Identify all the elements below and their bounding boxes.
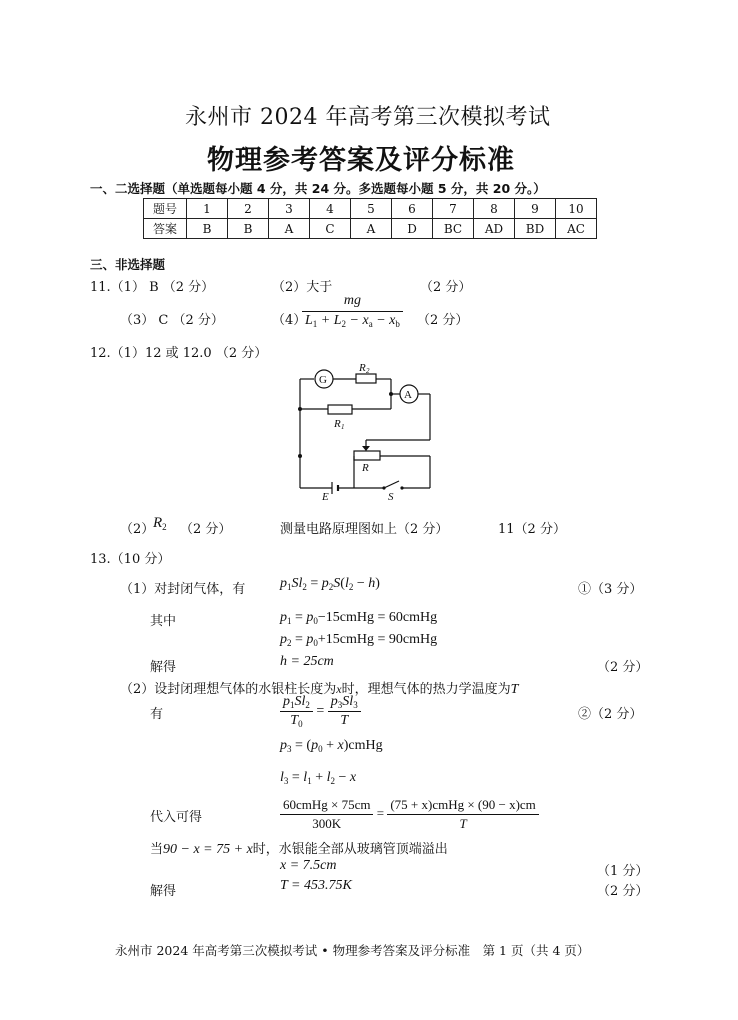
q13-eq-p1-rest: −15cmHg = 60cmHg <box>317 610 438 625</box>
answer-table <box>143 198 597 239</box>
table-cell: B <box>187 219 228 239</box>
table-cell: 10 <box>556 199 597 219</box>
q13-dai: 代入可得 <box>150 810 203 825</box>
circuit-label-r2-sub: 2 <box>366 367 370 375</box>
circuit-label-s: S <box>388 491 394 503</box>
circuit-label-rheostat: R <box>362 462 369 474</box>
q12-part2-label: （2） <box>120 522 155 537</box>
q13-dang-post: 时，水银能全部从玻璃管顶端溢出 <box>252 842 448 857</box>
q12-part2-score: （2 分） <box>180 522 232 537</box>
page-title: 永州市 2024 年高考第三次模拟考试 <box>185 105 551 130</box>
table-row <box>144 219 597 239</box>
circuit-label-r2: R <box>359 362 366 374</box>
table-cell: D <box>392 219 433 239</box>
q12-part3: 11（2 分） <box>498 522 566 537</box>
section3-heading: 三、非选择题 <box>90 257 166 272</box>
circuit-label-r1-sub: 1 <box>341 423 345 431</box>
table-cell: 6 <box>392 199 433 219</box>
resistor-r2-icon <box>356 374 376 383</box>
q13-part2-label-b: 时，理想气体的热力学温度为 <box>341 682 511 697</box>
q13-t-eq: T = 453.75K <box>280 878 352 893</box>
table-cell: 1 <box>187 199 228 219</box>
q11-part3: （3） C （2 分） <box>120 313 224 328</box>
q13-frac-left-num: 60cmHg × 75cm <box>280 797 373 815</box>
q13-eq-p1: $p_1$ = $p_0-15cmHg$ = 60cmHg <box>280 610 438 626</box>
circuit-label-a: A <box>404 389 412 401</box>
q13-h-score: （2 分） <box>597 660 649 675</box>
table-cell: BC <box>433 219 474 239</box>
q12-part2-sub: 2 <box>162 522 167 532</box>
table-row <box>144 199 597 219</box>
q13-x-score: （1 分） <box>597 864 649 879</box>
q12-part1: 12.（1）12 或 12.0 （2 分） <box>90 346 268 361</box>
page-footer: 永州市 2024 年高考第三次模拟考试 • 物理参考答案及评分标准 第 1 页（共 4 页） <box>115 943 590 958</box>
page-subtitle: 物理参考答案及评分标准 <box>207 145 515 176</box>
q13-part2-label: （2）设封闭理想气体的水银柱长度为x时，理想气体的热力学温度为T <box>120 682 519 697</box>
q13-eq-l3: $l_3 = l_1 + l_2 - x$ <box>280 770 357 786</box>
q13-part2-mark: ②（2 分） <box>578 707 643 722</box>
q13-eq1: $p_1Sl_2 = p_2S(l_2 - h)$ <box>280 576 380 592</box>
q13-dang-pre: 当 <box>150 842 164 857</box>
table-cell: C <box>310 219 351 239</box>
q13-x-eq: x = 7.5cm <box>280 858 337 873</box>
q13-eq-sub: $\frac{\text{60cmHg × 75cm}}{300K}$ = $\frac{\text{(75 + x)cmHg × (90 − x)cm}}{T}$ <box>280 797 539 832</box>
table-cell: 5 <box>351 199 392 219</box>
table-cell: B <box>228 219 269 239</box>
q13-eq-ratio: $\frac{p_1Sl_2}{T_0}$ = $\frac{p_3Sl_3}{T}$ <box>280 694 361 729</box>
q12-part2-note: 测量电路原理图如上（2 分） <box>280 522 449 537</box>
q12-part2-r: R <box>153 515 163 531</box>
q11-part4-label: （4） <box>272 313 307 328</box>
circuit-label-g: G <box>319 374 327 386</box>
table-cell: A <box>269 219 310 239</box>
circuit-label-r1: R <box>334 418 341 430</box>
q13-eq-p2: $p_2$ = $p_0+15cmHg$ = 90cmHg <box>280 632 438 648</box>
table-cell: AD <box>474 219 515 239</box>
switch-icon <box>384 481 399 488</box>
table-cell: 4 <box>310 199 351 219</box>
q13-label: 13.（10 分） <box>90 552 171 567</box>
table-cell: AC <box>556 219 597 239</box>
q13-part2-label-a: （2）设封闭理想气体的水银柱长度为 <box>120 682 337 697</box>
table-cell: 2 <box>228 199 269 219</box>
q11-part1: 11.（1） B （2 分） <box>90 280 215 295</box>
resistor-r1-icon <box>328 405 352 414</box>
q13-eq-p3-rest: cmHg <box>348 738 383 753</box>
table-cell: BD <box>515 219 556 239</box>
q12-part2-answer <box>153 515 167 532</box>
rheostat-icon <box>354 451 380 460</box>
q11-part4-score: （2 分） <box>417 313 469 328</box>
q13-frac-right-num: (75 + x)cmHg × (90 − x)cm <box>387 797 538 815</box>
q11-part4-formula: $\frac{mg}{L_1 + L_2 - x_a - x_b}$ <box>302 293 403 329</box>
q13-frac-left-den: 300K <box>312 816 342 831</box>
table-row-label: 题号 <box>144 199 187 219</box>
q11-part2-score: （2 分） <box>420 280 472 295</box>
q13-eq-p2-rest: +15cmHg = 90cmHg <box>317 632 438 647</box>
table-cell: A <box>351 219 392 239</box>
q13-you: 有 <box>150 707 164 722</box>
q13-dang-eq: 90 − x = 75 + x <box>163 842 253 857</box>
table-row-label: 答案 <box>144 219 187 239</box>
table-cell: 7 <box>433 199 474 219</box>
q11-part2: （2）大于 <box>272 280 333 295</box>
q13-dang <box>150 838 448 858</box>
q13-jiede2: 解得 <box>150 884 177 899</box>
q13-t-score: （2 分） <box>597 884 649 899</box>
q13-part1-mark: ①（3 分） <box>578 582 643 597</box>
q13-qizhong: 其中 <box>150 614 177 629</box>
q13-h-eq: h = 25cm <box>280 654 334 669</box>
q13-part1-label: （1）对封闭气体，有 <box>120 582 246 597</box>
circuit-diagram <box>290 360 440 505</box>
q13-eq-p3: $p_3 = (p_0$ + x)cmHg <box>280 738 383 754</box>
section1-heading: 一、二选择题（单选题每小题 4 分，共 24 分。多选题每小题 5 分，共 20 分。） <box>90 181 546 196</box>
q13-jiede1: 解得 <box>150 660 177 675</box>
table-cell: 9 <box>515 199 556 219</box>
table-cell: 3 <box>269 199 310 219</box>
table-cell: 8 <box>474 199 515 219</box>
circuit-label-e: E <box>322 491 329 503</box>
